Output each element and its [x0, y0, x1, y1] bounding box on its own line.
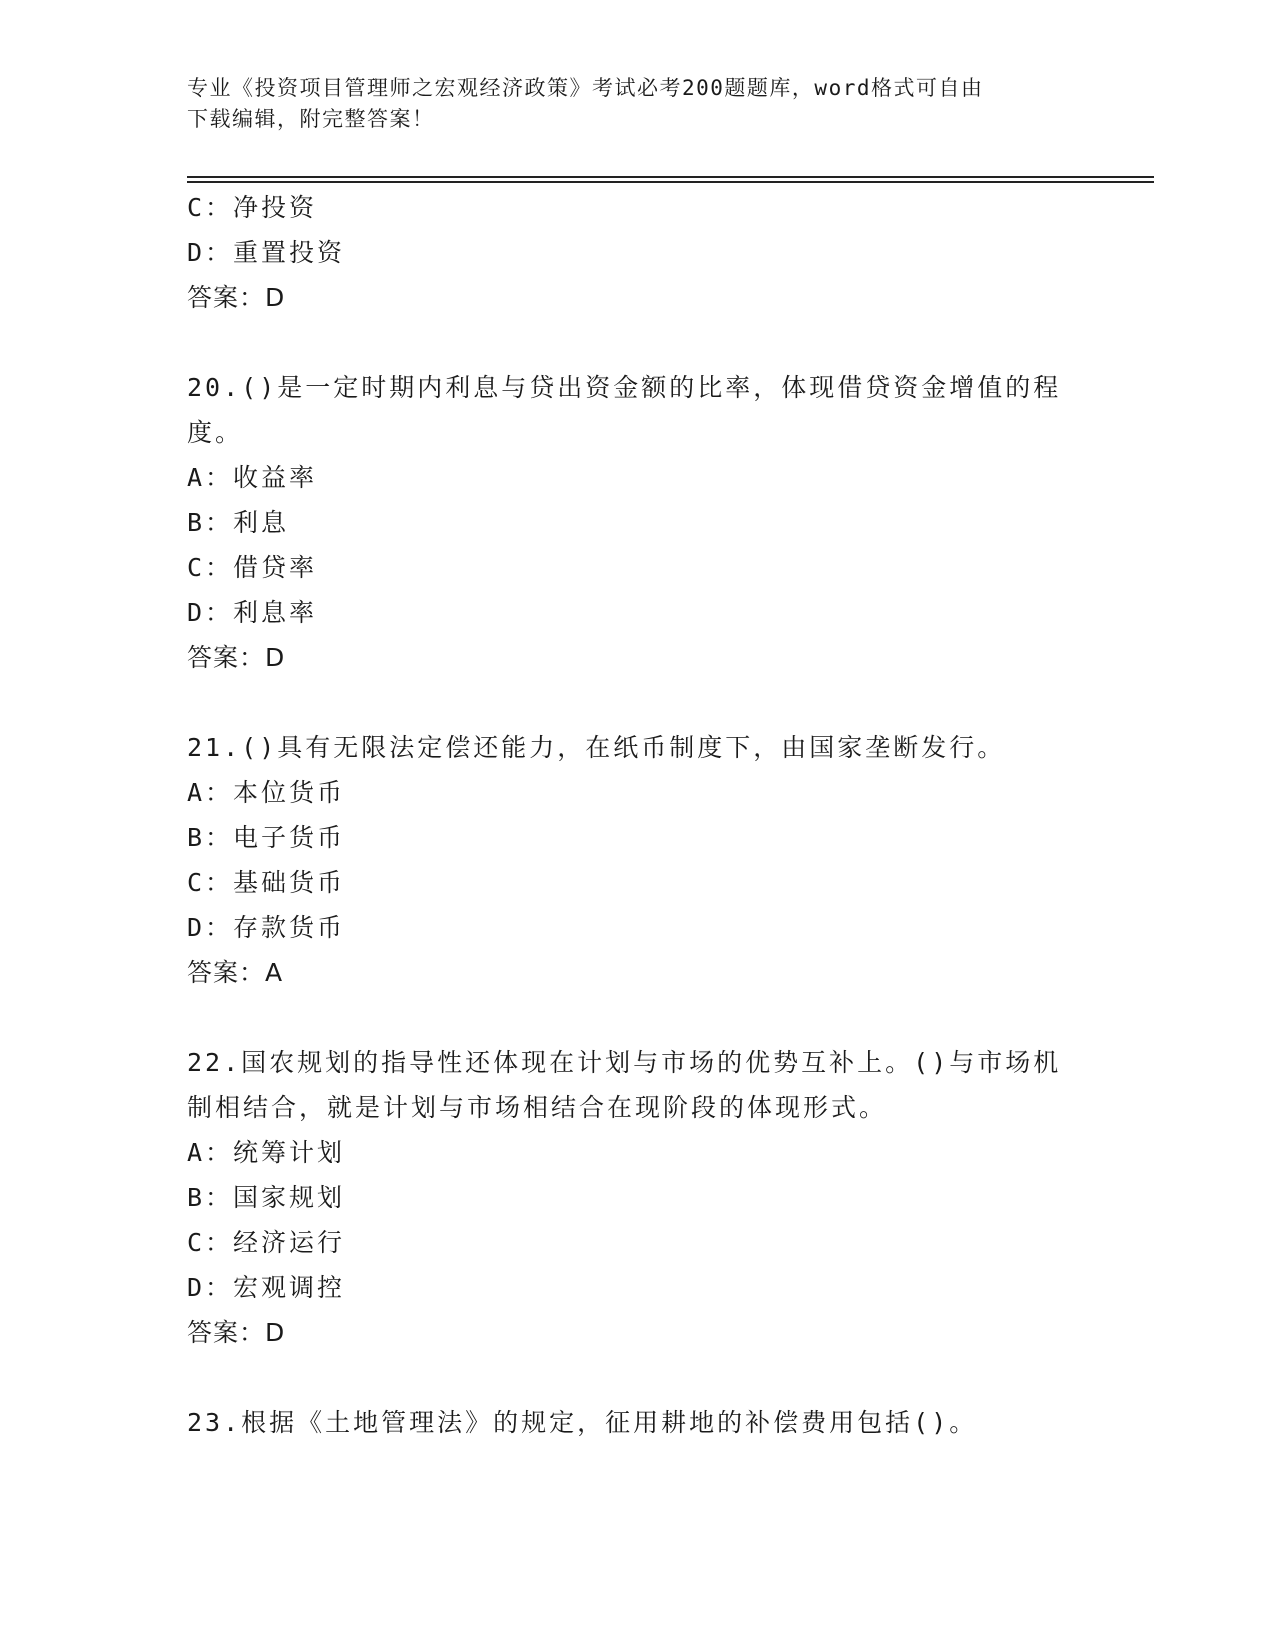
question-stem: 21.()具有无限法定偿还能力，在纸币制度下，由国家垄断发行。: [187, 733, 1006, 762]
header-line-2: 下载编辑，附完整答案！: [187, 107, 435, 131]
question-stem: 22.国农规划的指导性还体现在计划与市场的优势互补上。()与市场机: [187, 1048, 1062, 1077]
question-stem: 23.根据《土地管理法》的规定，征用耕地的补偿费用包括()。: [187, 1408, 978, 1437]
option-line: D：重置投资: [187, 238, 346, 267]
answer-line: 答案：A: [187, 958, 284, 987]
option-line: A：本位货币: [187, 778, 346, 807]
question-stem: 制相结合，就是计划与市场相结合在现阶段的体现形式。: [187, 1093, 888, 1122]
option-line: B：利息: [187, 508, 290, 537]
option-line: A：统筹计划: [187, 1138, 346, 1167]
header-divider-bottom: [187, 181, 1154, 183]
question-stem: 20.()是一定时期内利息与贷出资金额的比率，体现借贷资金增值的程: [187, 373, 1062, 402]
option-line: D：宏观调控: [187, 1273, 346, 1302]
header-line-1: 专业《投资项目管理师之宏观经济政策》考试必考200题题库，word格式可自由: [187, 76, 984, 100]
option-line: D：存款货币: [187, 913, 346, 942]
option-line: C：净投资: [187, 193, 318, 222]
option-line: B：国家规划: [187, 1183, 346, 1212]
answer-line: 答案：D: [187, 1318, 286, 1347]
answer-line: 答案：D: [187, 643, 286, 672]
option-line: C：借贷率: [187, 553, 318, 582]
header-divider-top: [187, 176, 1154, 178]
option-line: B：电子货币: [187, 823, 346, 852]
option-line: C：基础货币: [187, 868, 346, 897]
question-stem: 度。: [187, 418, 244, 447]
answer-line: 答案：D: [187, 283, 286, 312]
document-header: [187, 73, 1067, 135]
option-line: A：收益率: [187, 463, 318, 492]
option-line: C：经济运行: [187, 1228, 346, 1257]
option-line: D：利息率: [187, 598, 318, 627]
